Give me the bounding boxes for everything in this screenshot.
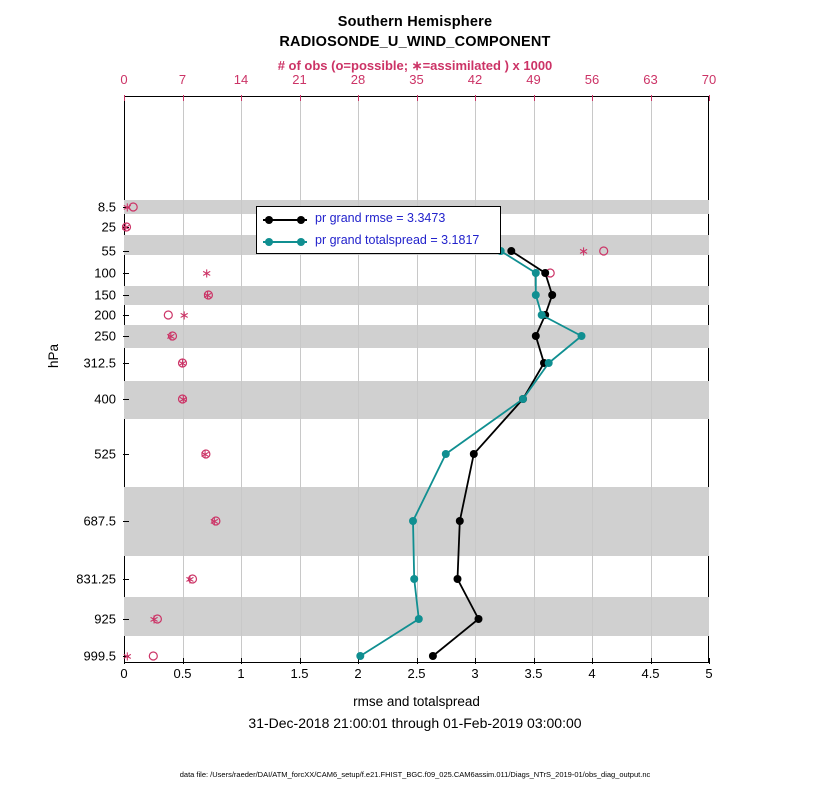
rmse-marker [470,450,478,458]
y-tick-label: 831.25 [76,571,116,587]
rmse-marker [475,615,483,623]
y-tick-label: 250 [94,328,116,344]
obs-assimilated-marker: ∗ [121,648,133,664]
y-tick-label: 100 [94,265,116,281]
obs-assimilated-marker: ∗ [165,328,177,344]
x-tick-label: 0.5 [173,666,192,681]
date-range-label: 31-Dec-2018 21:00:01 through 01-Feb-2019 03:00:00 [248,715,582,731]
totalspread-marker [356,652,364,660]
chart-title-line2: RADIOSONDE_U_WIND_COMPONENT [279,34,551,50]
x-tick-label: 3.5 [524,666,543,681]
x-tick-label: 4.5 [641,666,660,681]
chart-legend [256,206,501,254]
x-tick-label: 1.5 [290,666,309,681]
top-tick-label: 28 [350,72,366,87]
legend-marker-rmse-right [297,216,305,224]
x-tick-label: 5 [705,666,713,681]
y-tick-label: 8.5 [97,199,116,215]
x-tick-label: 4 [588,666,596,681]
legend-label-rmse: pr grand rmse = 3.3473 [315,211,446,225]
obs-assimilated-marker: ∗ [202,287,214,303]
data-series-layer [120,96,709,664]
rmse-line [433,251,552,656]
y-tick-label: 400 [94,391,116,407]
obs-possible-marker [149,652,157,660]
legend-marker-totalspread-left [265,238,273,246]
obs-assimilated-marker: ∗ [201,265,213,281]
rmse-marker [532,332,540,340]
totalspread-marker [409,517,417,525]
obs-assimilated-marker: ∗ [177,391,189,407]
top-tick-label: 14 [233,72,249,87]
obs-possible-marker [600,247,608,255]
y-tick-label: 55 [101,243,116,259]
top-tick-label: 49 [526,72,541,87]
y-tick-label: 525 [94,446,116,462]
y-tick-label: 25 [101,219,116,235]
totalspread-marker [545,359,553,367]
top-tick-label: 0 [120,72,128,87]
obs-possible-marker [164,311,172,319]
totalspread-marker [410,575,418,583]
top-tick-label: 21 [292,72,307,87]
rmse-marker [541,269,549,277]
data-file-footer: data file: /Users/raeder/DAI/ATM_forcXX/CAM6_setup/f.e21.FHIST_BGC.f09_025.CAM6assim.011/Diags_NTrS_2019-01/obs_diag_output.nc [179,770,651,779]
legend-item-totalspread [257,230,500,254]
totalspread-marker [442,450,450,458]
y-tick-label: 150 [94,287,116,303]
top-tick-label: 7 [178,72,187,87]
obs-assimilated-marker: ∗ [148,611,160,627]
legend-marker-totalspread-right [297,238,305,246]
y-tick-label: 200 [94,307,116,323]
obs-assimilated-marker: ∗ [199,446,211,462]
y-tick-label: 999.5 [83,648,116,664]
totalspread-marker [519,395,527,403]
top-tick-label: 35 [409,72,424,87]
obs-assimilated-marker: ∗ [120,219,132,235]
plot-area [76,72,717,681]
y-tick-label: 687.5 [83,513,116,529]
obs-assimilated-marker: ∗ [578,243,590,259]
obs-assimilated-marker: ∗ [178,307,190,323]
legend-label-totalspread: pr grand totalspread = 3.1817 [315,233,480,247]
top-tick-label: 42 [467,72,483,87]
rmse-marker [507,247,515,255]
x-tick-label: 0 [120,666,128,681]
x-tick-label: 1 [237,666,245,681]
x-tick-label: 2 [354,666,362,681]
chart-title-line1: Southern Hemisphere [337,14,493,30]
totalspread-marker [532,269,540,277]
obs-assimilated-marker: ∗ [121,199,133,215]
y-tick-label: 925 [94,611,116,627]
obs-assimilated-marker: ∗ [177,355,188,371]
top-axis-title: # of obs (o=possible; ∗=assimilated ) x 1000 [277,58,553,73]
top-tick [709,95,710,101]
legend-marker-rmse-left [265,216,273,224]
x-tick-label: 2.5 [407,666,426,681]
top-tick-label: 70 [701,72,717,87]
chart-title [0,12,830,52]
legend-item-rmse [257,208,500,232]
rmse-marker [456,517,464,525]
rmse-marker [454,575,462,583]
y-axis-title: hPa [46,343,61,368]
x-tick [709,658,710,664]
obs-assimilated-marker: ∗ [208,513,220,529]
x-axis-title: rmse and totalspread [353,694,480,709]
totalspread-marker [578,332,586,340]
y-tick-label: 312.5 [83,355,116,371]
totalspread-marker [415,615,423,623]
top-tick-label: 56 [584,72,600,87]
x-tick-label: 3 [471,666,479,681]
rmse-marker [429,652,437,660]
rmse-marker [548,291,556,299]
totalspread-marker [532,291,540,299]
totalspread-marker [538,311,546,319]
top-tick-label: 63 [643,72,658,87]
obs-assimilated-marker: ∗ [184,571,196,587]
